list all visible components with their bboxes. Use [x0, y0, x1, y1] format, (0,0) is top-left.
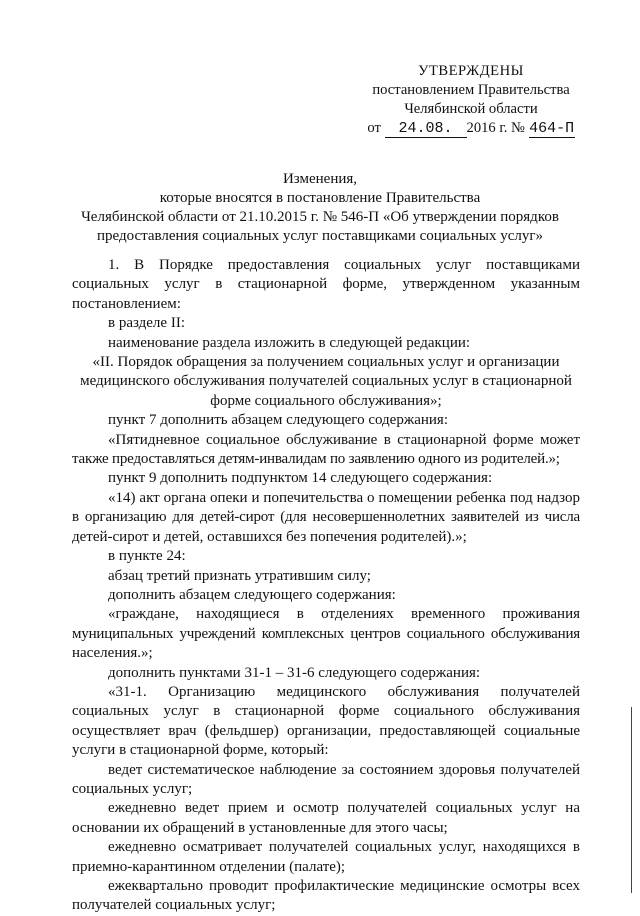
paragraph-4-line-2: медицинского обслуживания получателей социальных услуг в стационарной	[80, 373, 572, 390]
paragraph-1-line-1: 1. В Порядке предоставления социальных услуг поставщиками	[108, 257, 580, 273]
heading-line-1: Изменения,	[282, 171, 358, 187]
heading-line-3: Челябинской области от 21.10.2015 г. № 546-П «Об утверждении порядков	[81, 209, 559, 225]
approval-line-1: постановлением Правительства	[372, 82, 570, 98]
paragraph-1-line-2: социальных услуг в стационарной форме, утвержденном указанным	[72, 276, 580, 293]
paragraph-16-line-1: ежедневно ведет прием и осмотр получателей социальных услуг на	[108, 800, 580, 817]
paragraph-12-line-1: «граждане, находящиеся в отделениях временного проживания	[108, 606, 580, 623]
paragraph-11: дополнить абзацем следующего содержания:	[108, 586, 396, 603]
approval-from: от	[367, 120, 381, 136]
scan-edge-line	[631, 707, 632, 893]
paragraph-14-line-4: услуги в стационарной форме, который:	[72, 742, 329, 759]
paragraph-13: дополнить пунктами 31-1 – 31-6 следующего содержания:	[108, 664, 481, 681]
heading-line-4: предоставления социальных услуг поставщиками социальных услуг»	[96, 228, 544, 244]
approval-date: 24.08.	[385, 120, 467, 138]
paragraph-1-line-3: постановлением:	[72, 295, 181, 312]
paragraph-14-line-2: социальных услуг в стационарной форме социального обслуживания	[72, 703, 580, 720]
paragraph-12-line-3: населения.»;	[72, 645, 153, 662]
paragraph-17-line-2: приемно-карантинном отделении (палате);	[72, 858, 346, 875]
approval-title: УТВЕРЖДЕНЫ	[418, 63, 524, 79]
paragraph-8-line-1: «14) акт органа опеки и попечительства о помещении ребенка под надзор	[108, 489, 580, 506]
paragraph-8-line-3: детей-сирот и детей, оставшихся без попечения родителей).»;	[72, 528, 467, 545]
paragraph-10: абзац третий признать утратившим силу;	[108, 567, 371, 584]
paragraph-3: наименование раздела изложить в следующей редакции:	[108, 334, 471, 351]
paragraph-7: пункт 9 дополнить подпунктом 14 следующего содержания:	[108, 470, 493, 487]
paragraph-6-line-1: «Пятидневное социальное обслуживание в стационарной форме может	[108, 431, 580, 448]
paragraph-5: пункт 7 дополнить абзацем следующего содержания:	[108, 412, 448, 429]
paragraph-17-line-1: ежедневно осматривает получателей социальных услуг, находящихся в	[108, 839, 580, 856]
paragraph-18-line-2: получателей социальных услуг;	[72, 897, 276, 914]
approval-number: 464-П	[529, 120, 575, 137]
heading-line-2: которые вносятся в постановление Правительства	[159, 190, 481, 206]
paragraph-15-line-2: социальных услуг;	[72, 780, 193, 797]
document-heading	[60, 170, 580, 246]
paragraph-4-line-3: форме социального обслуживания»;	[210, 392, 442, 409]
approval-line-2: Челябинской области	[404, 101, 538, 117]
approval-date-line	[350, 119, 592, 138]
paragraph-8-line-2: в организацию для детей-сирот (для несовершеннолетних заявителей из числа	[72, 509, 580, 526]
paragraph-2: в разделе II:	[108, 315, 185, 332]
approval-year: 2016 г. №	[466, 120, 525, 136]
paragraph-15-line-1: ведет систематическое наблюдение за состоянием здоровья получателей	[108, 761, 580, 778]
approval-stamp	[350, 62, 592, 138]
paragraph-12-line-2: муниципальных учреждений комплексных центров социального обслуживания	[72, 625, 580, 642]
document-body	[72, 256, 580, 916]
paragraph-14-line-3: осуществляет врач (фельдшер) организации, предоставляющей социальные	[72, 722, 580, 739]
paragraph-14-line-1: «31-1. Организацию медицинского обслуживания получателей	[108, 683, 580, 700]
paragraph-4-line-1: «II. Порядок обращения за получением социальных услуг и организации	[92, 354, 560, 371]
paragraph-9: в пункте 24:	[108, 548, 186, 565]
paragraph-16-line-2: основании их обращений в установленные для этого часы;	[72, 819, 448, 836]
paragraph-18-line-1: ежеквартально проводит профилактические медицинские осмотры всех	[108, 878, 580, 894]
paragraph-6-line-2: также предоставляться детям-инвалидам по заявлению одного из родителей.»;	[72, 451, 560, 468]
